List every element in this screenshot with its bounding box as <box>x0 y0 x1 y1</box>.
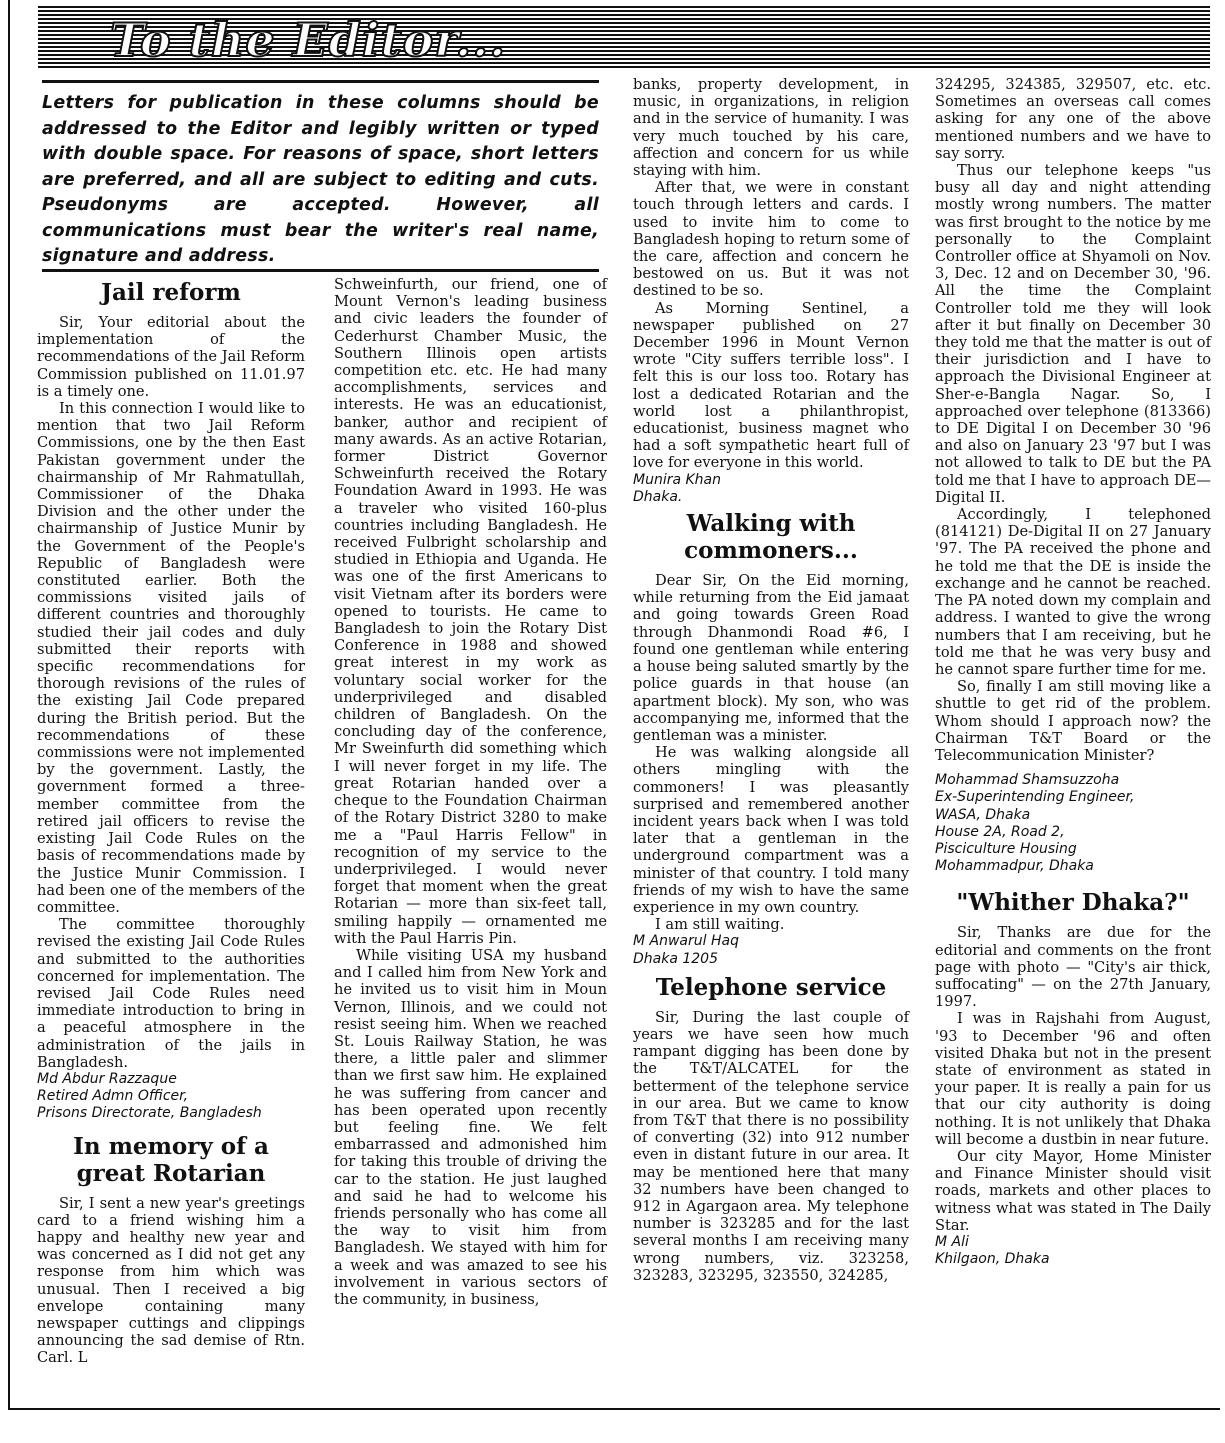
editorial-notice-box <box>42 80 599 272</box>
telephone-signature-address: House 2A, Road 2, <box>935 823 1065 840</box>
commoners-headline: Walking with commoners... <box>684 510 858 565</box>
commoners-signature-place: Dhaka 1205 <box>633 950 718 967</box>
jail-reform-headline: Jail reform <box>101 279 241 306</box>
telephone-signature-title: Ex-Superintending Engineer, <box>935 789 1135 806</box>
column-1 <box>37 276 305 1367</box>
rotarian-paragraph-part: Schweinfurth, our friend, one of Mount Vernon's leading business and civic leaders the founder of Cederhurst Chamber Music, the Southern Illinois open artists competition etc. etc. He had many accomplishments, services and interests. He was an educationist, banker, author and recipient of many awards. As an active Rotarian, former District Governor Schweinfurth received the Rotary Foundation Award in 1993. He was a traveler who visited 160-plus countries including Bangladesh. He received Fulbright scholarship and studied in Ethiopia and Uganda. He was one of the first Americans to visit Vietnam after its borders were opened to tourists. He came to Bangladesh to join the Rotary Dist Conference in 1988 and showed great interest in my work as voluntary social worker for the underprivileged and disabled children of Bangladesh. On the concluding day of the conference, Mr Sweinfurth did something which I will never forget in my life. The great Rotarian handed over a cheque to the Foundation Chairman of the Rotary District 3280 to make me a "Paul Harris Fellow" in recognition of my service to the underprivileged. I would never forget that moment when the great Rotarian — more than six-feet tall, smiling happily — ornamented me with the Paul Harris Pin. <box>334 276 607 947</box>
rotarian-paragraph-part: Sir, I sent a new year's greetings card to a friend wishing him a happy and healthy new year and was concerned as I did not get any response from him which was unusual. Then I received a big envelope containing many newspaper cuttings and clippings announcing the sad demise of Rtn. Carl. L <box>37 1194 305 1367</box>
telephone-paragraph-part: Sir, During the last couple of years we have seen how much rampant digging has been done by the T&T/ALCATEL for the betterment of the telephone service in our area. But we came to know from T&T that there is no possibility of converting (32) into 912 number even in distant future in our area. It may be mentioned here that many 32 numbers have been changed to 912 in Agargaon area. My telephone number is 323285 and for the last several months I am receiving many wrong numbers, viz. 323258, 323283, 323295, 323550, 324285, <box>633 1008 909 1284</box>
page-border-bottom <box>8 1408 1220 1410</box>
telephone-signature-address: Mohammadpur, Dhaka <box>935 858 1094 875</box>
jail-reform-paragraph: In this connection I would like to mention that two Jail Reform Commissions, one by the then East Pakistan government under the chairmanship of Mr Rahmatullah, Commissioner of the Dhaka Division and the other under the chairmanship of Justice Munir by the Government of the People's Republic of Bangladesh were constituted earlier. Both the commissions visited jails of different countries and thoroughly studied their jail codes and duly submitted their reports with specific recommendations for thorough revisions of the rules of the existing Jail Code prepared during the British period. But the recommendations of these commissions were not implemented by the government. Lastly, the government formed a three-member committee from the retired jail officers to revise the existing Jail Code Rules on the basis of recommendations made by the Justice Munir Commission. I had been one of the members of the committee. <box>37 400 305 916</box>
telephone-signature-org: WASA, Dhaka <box>935 806 1031 823</box>
rotarian-signature-place: Dhaka. <box>633 488 683 505</box>
whither-dhaka-signature-place: Khilgaon, Dhaka <box>935 1251 1050 1268</box>
commoners-paragraph: Dear Sir, On the Eid morning, while returning from the Eid jamaat and going towards Green Road through Dhanmondi Road #6, I found one gentleman while entering a house being saluted smartly by the police guards in that house (an apartment block). My son, who was accompanying me, informed that the gentleman was a minister. <box>633 572 909 744</box>
commoners-paragraph: He was walking alongside all others mingling with the commoners! I was pleasantly surprised and remembered another incident years back when I was told later that a gentleman in the underground compartment was a minister of that country. I told many friends of my wish to have the same experience in my own country. <box>633 744 909 916</box>
rotarian-signature-name: Munira Khan <box>633 471 722 488</box>
jail-reform-signature-name: Md Abdur Razzaque <box>37 1070 177 1087</box>
telephone-signature-address: Pisciculture Housing <box>935 840 1077 857</box>
telephone-paragraph: Accordingly, I telephoned (814121) De-Digital II on 27 January '97. The PA received the phone and he told me that the DE is inside the exchange and he cannot be reached. The PA noted down my complain and address. I wanted to give the wrong numbers that I am receiving, but he told me that he was very busy and he cannot spare further time for me. <box>935 506 1211 678</box>
whither-dhaka-paragraph: I was in Rajshahi from August, '93 to December '96 and often visited Dhaka but not in the present state of environment as stated in your paper. It is really a pain for us that our city authority is doing nothing. It is not unlikely that Dhaka will become a dustbin in near future. <box>935 1010 1211 1148</box>
column-3 <box>633 76 909 1284</box>
commoners-signature-name: M Anwarul Haq <box>633 933 739 950</box>
telephone-paragraph-part: 324295, 324385, 329507, etc. etc. Sometimes an overseas call comes asking for any one of the above mentioned numbers and we have to say sorry. <box>935 76 1211 162</box>
jail-reform-paragraph: The committee thoroughly revised the existing Jail Code Rules and submitted to the authorities concerned for implementation. The revised Jail Code Rules need immediate introduction to bring in a peaceful atmosphere in the administration of the jails in Bangladesh. <box>37 916 305 1071</box>
column-4 <box>935 76 1211 1268</box>
jail-reform-signature-title: Retired Admn Officer, <box>37 1088 189 1105</box>
whither-dhaka-paragraph: Sir, Thanks are due for the editorial and comments on the front page with photo — "City's air thick, suffocating" — on the 27th January, 1997. <box>935 924 1211 1011</box>
column-2 <box>334 276 607 1308</box>
rotarian-paragraph-part: banks, property development, in music, in organizations, in religion and in the service of humanity. I was very much touched by his care, affection and concern for us while staying with him. <box>633 76 909 180</box>
whither-dhaka-signature-name: M Ali <box>935 1234 969 1250</box>
telephone-paragraph: Thus our telephone keeps "us busy all day and night attending mostly wrong numbers. The matter was first brought to the notice by me personally to the Complaint Controller office at Shyamoli on Nov. 3, Dec. 12 and on December 30, '96. All the time the Complaint Controller told me they will look after it but finally on December 30 they told me that the matter is out of their jurisdiction and I have to approach the Divisional Engineer at Sher-e-Bangla Nagar. So, I approached over telephone (813366) to DE Digital I on December 30 '96 and also on January 23 '97 but I was not allowed to talk to DE but the PA told me that I have to approach DE—Digital II. <box>935 162 1211 506</box>
whither-dhaka-paragraph: Our city Mayor, Home Minister and Finance Minister should visit roads, markets and other places to witness what was stated in The Daily Star. <box>935 1147 1211 1234</box>
jail-reform-paragraph: Sir, Your editorial about the implementation of the recommendations of the Jail Reform Commission published on 11.01.97 is a timely one. <box>37 314 305 400</box>
editorial-notice-text: Letters for publication in these columns should be addressed to the Editor and legibly written or typed with double space. For reasons of space, short letters are preferred, and all are subject to editing and cuts. Pseudonyms are accepted. However, all communications must bear the writer's real name, signature and address. <box>42 93 599 266</box>
rotarian-paragraph-part: While visiting USA my husband and I called him from New York and he invited us to visit him in Moun Vernon, Illinois, and we could not resist seeing him. When we reached St. Louis Railway Station, he was there, a little paler and slimmer than we first saw him. He explained he was suffering from cancer and has been operated upon recently but feeling fine. We felt embarrassed and admonished him for taking this trouble of driving the car to the station. He just laughed and said he had to welcome his friends personally who has come all the way to visit him from Bangladesh. We stayed with him for a week and was amazed to see his involvement in various sectors of the community, in business, <box>334 946 607 1308</box>
whither-dhaka-headline: "Whither Dhaka?" <box>956 889 1190 917</box>
telephone-paragraph: So, finally I am still moving like a shuttle to get rid of the problem. Whom should I approach now? the Chairman T&T Board or the Telecommunication Minister? <box>935 678 1211 764</box>
telephone-signature-name: Mohammad Shamsuzzoha <box>935 772 1120 789</box>
rotarian-paragraph: After that, we were in constant touch through letters and cards. I used to invite him to come to Bangladesh hoping to return some of the care, affection and concern he bestowed on us. But it was not destined to be so. <box>633 179 909 300</box>
jail-reform-signature-org: Prisons Directorate, Bangladesh <box>37 1105 262 1122</box>
page-border-left <box>8 0 10 1410</box>
rotarian-paragraph: As Morning Sentinel, a newspaper published on 27 December 1996 in Mount Vernon wrote "City suffers terrible loss". I felt this is our loss too. Rotary has lost a dedicated Rotarian and the world lost a philanthropist, educationist, business magnet who had a soft sympathetic heart full of love for everyone in this world. <box>633 299 909 472</box>
section-banner <box>38 6 1210 68</box>
rotarian-headline: In memory of a great Rotarian <box>73 1132 269 1187</box>
telephone-headline: Telephone service <box>655 973 887 1001</box>
commoners-paragraph: I am still waiting. <box>655 916 785 934</box>
section-title: To the Editor... <box>110 13 507 67</box>
